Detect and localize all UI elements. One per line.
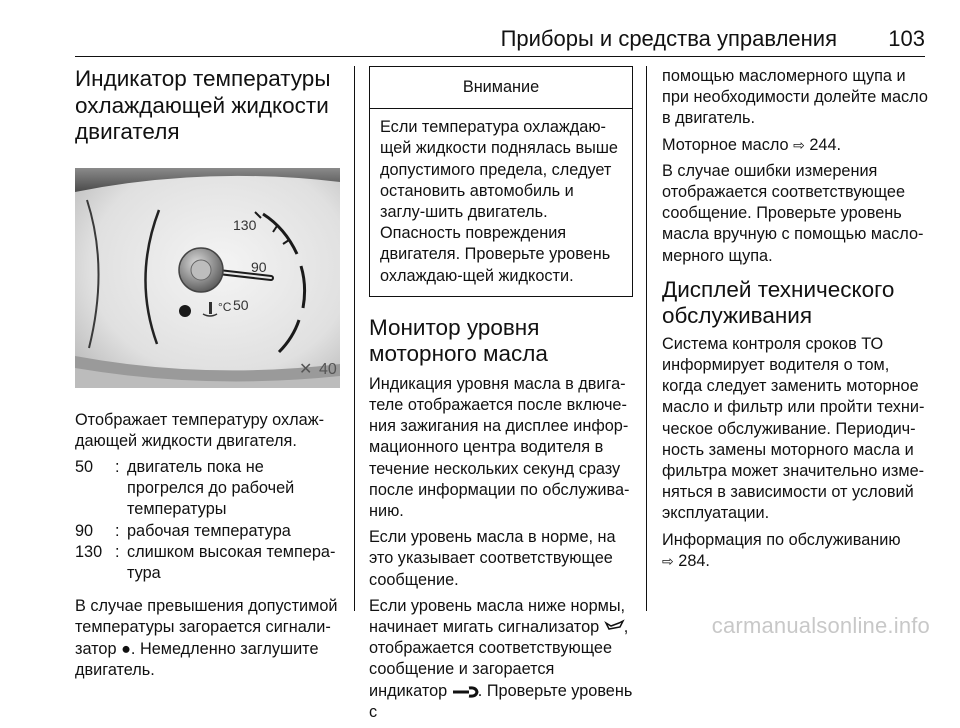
section-heading-service-display: Дисплей технического обслуживания <box>662 276 895 329</box>
overheat-paragraph <box>75 596 343 681</box>
svg-text:✕: ✕ <box>299 360 313 378</box>
engine-oil-reference <box>662 135 928 156</box>
header-rule <box>75 56 925 57</box>
gauge-corner-mark: 40 <box>319 360 337 378</box>
list-item-text: двигатель пока не прогрелся до рабочей температуры <box>127 457 295 519</box>
oil-paragraph-1: Индикация уровня масла в двига-теле отображается после включе-ния зажигания на дисплее инфор-мационного центра водителя в течение нескольких секунд сразу после информации по обслужива-нию. <box>369 374 630 521</box>
oil-can-icon <box>604 620 624 632</box>
warning-dot-icon <box>179 305 191 317</box>
gauge-mark-50: 50 <box>233 296 249 313</box>
overheat-text-tail: . Немедленно заглушите двигатель. <box>75 639 319 679</box>
oil-paragraph-3-text-c: . Проверьте уровень с <box>369 681 633 721</box>
service-paragraph: Система контроля сроков ТО информирует водителя о том, когда следует заменить моторное масло и фильтр или пройти техни-ческое обслуживание. Периодич-ность замены моторного масла и фильтра может значительно изме-няться в зависимости от условий эксплуатации. <box>662 334 925 523</box>
page-header <box>75 22 925 62</box>
oil-paragraph-3 <box>369 596 633 723</box>
reference-text: Информация по обслуживанию <box>662 530 901 549</box>
column-2 <box>369 66 633 728</box>
oil-paragraph-3-text: Если уровень масла ниже нормы, начинает мигать сигнализатор <box>369 596 626 637</box>
coolant-gauge-figure <box>75 168 340 388</box>
gauge-unit-label: °C <box>218 299 232 314</box>
oil-paragraph-3-text-b: , отображается соответствующее сообщение и загорается индикатор <box>369 618 629 700</box>
warning-notice-box <box>369 66 633 297</box>
overheat-text: В случае превышения допустимой температуры загорается сигнали-затор <box>75 597 338 658</box>
page-number: 103 <box>888 26 925 51</box>
reference-text: Моторное масло <box>662 135 789 154</box>
coolant-gauge-illustration <box>75 168 340 388</box>
list-item-separator: : <box>115 457 120 476</box>
list-item-separator: : <box>115 542 120 561</box>
list-item-separator: : <box>115 521 120 540</box>
list-item <box>75 542 343 584</box>
column-1 <box>75 66 343 686</box>
list-item-text: рабочая температура <box>127 521 291 540</box>
page-reference-icon: ⇨ <box>793 136 805 153</box>
warning-dot-icon: ● <box>121 639 131 658</box>
page-reference-link[interactable]: 284. <box>678 551 710 570</box>
temperature-legend-list <box>75 457 343 584</box>
gauge-mark-90: 90 <box>251 258 267 275</box>
list-item <box>75 457 343 521</box>
oil-continued-paragraph: помощью масломерного щупа и при необходимости долейте масло в двигатель. <box>662 67 928 128</box>
notice-title: Внимание <box>370 67 632 109</box>
list-item-key: 130 <box>75 542 103 561</box>
watermark: carmanualsonline.info <box>711 613 930 638</box>
column-divider-2 <box>646 66 647 611</box>
wrench-icon <box>452 685 478 697</box>
column-3 <box>662 66 928 577</box>
section-heading-coolant: Индикатор температуры охлаждающей жидкости двигателя <box>75 66 331 144</box>
list-item-text: слишком высокая темпера-тура <box>127 542 336 582</box>
oil-paragraph-2: Если уровень масла в норме, на это указывает соответствующее сообщение. <box>369 528 616 589</box>
service-info-reference <box>662 530 928 572</box>
notice-body: Если температура охлаждаю-щей жидкости поднялась выше допустимого предела, следует остановить автомобиль и заглу-шить двигатель. Опасность повреждения двигателя. Проверьте уровень охлаждаю-щей жидкости. <box>380 118 618 285</box>
list-item <box>75 521 343 542</box>
figure-caption: Отображает температуру охлаж-дающей жидкости двигателя. <box>75 410 325 450</box>
section-heading-oil-monitor: Монитор уровня моторного масла <box>369 314 548 367</box>
column-divider-1 <box>354 66 355 611</box>
gauge-mark-130: 130 <box>233 216 257 233</box>
page-reference-icon: ⇨ <box>662 552 674 569</box>
measurement-error-paragraph: В случае ошибки измерения отображается соответствующее сообщение. Проверьте уровень масла вручную с помощью масло-мерного щупа. <box>662 161 924 265</box>
page-reference-link[interactable]: 244. <box>809 135 842 154</box>
list-item-key: 50 <box>75 457 94 476</box>
running-header-section: Приборы и средства управления <box>500 26 837 51</box>
list-item-key: 90 <box>75 521 94 540</box>
